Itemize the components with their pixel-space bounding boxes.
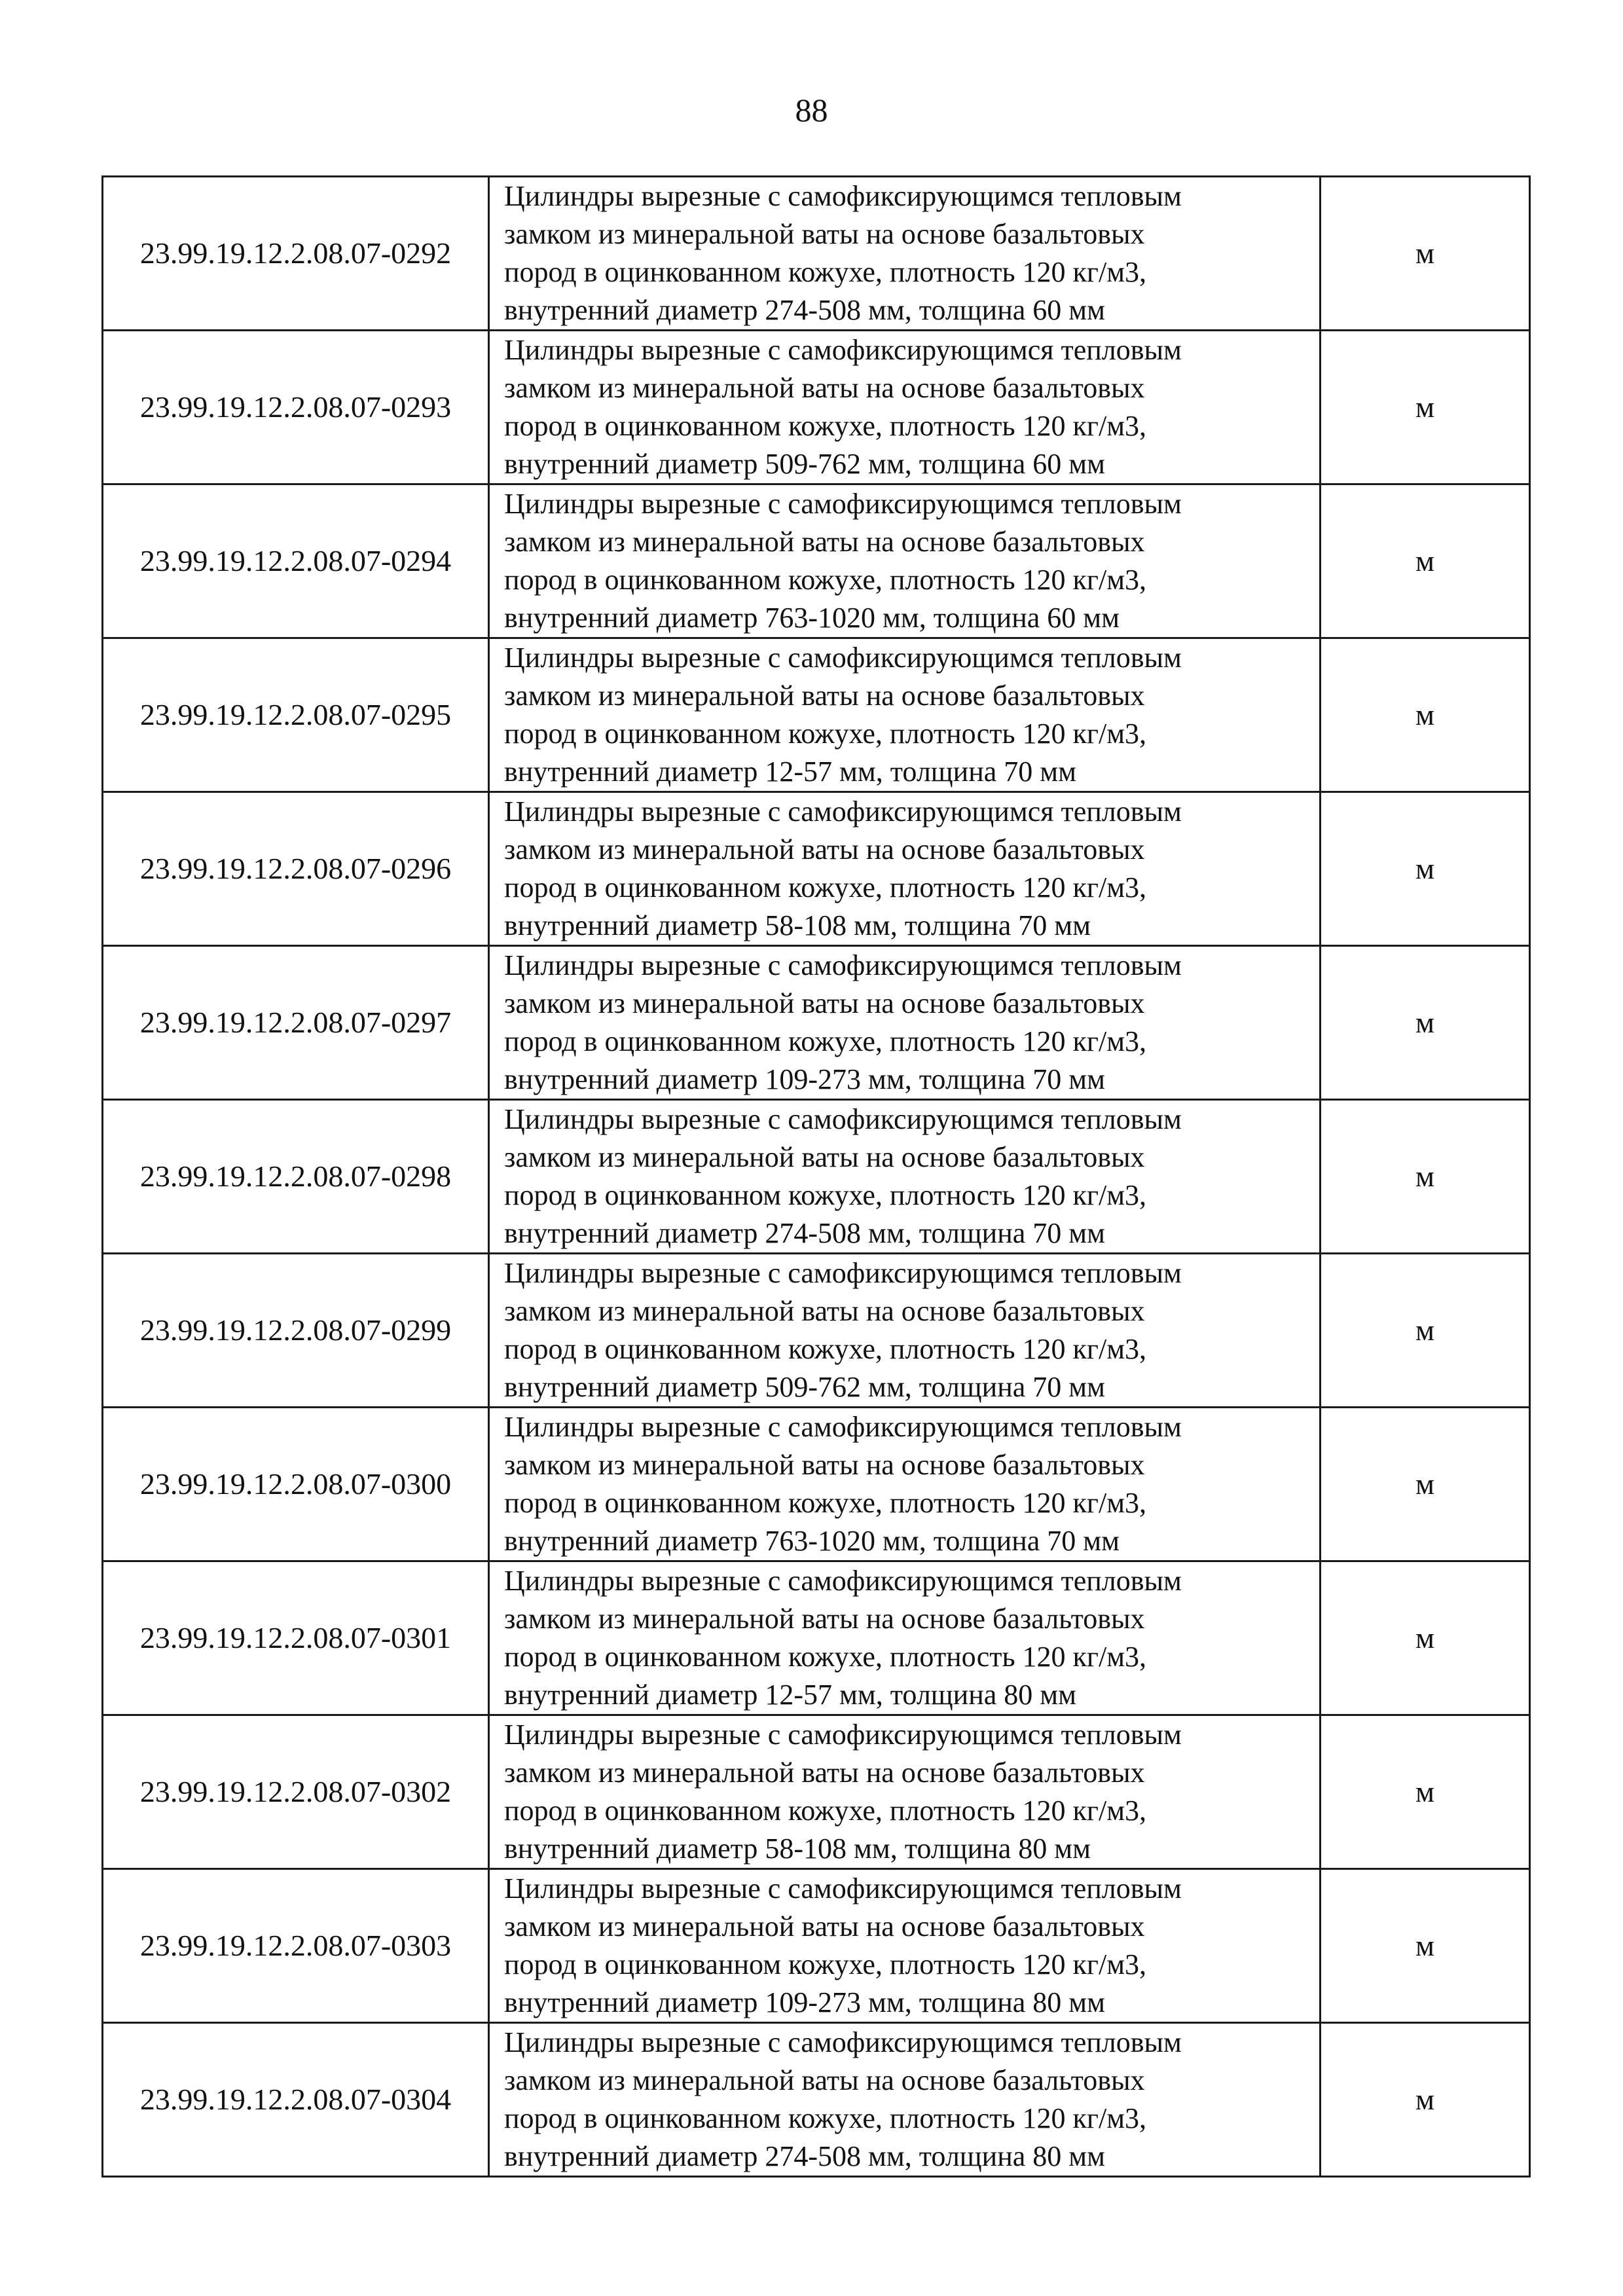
- table-row: [103, 1715, 1530, 1869]
- item-description-line: замком из минеральной ваты на основе базальтовых: [504, 833, 1145, 866]
- item-description: [489, 2023, 1321, 2177]
- item-code: 23.99.19.12.2.08.07-0300: [103, 1408, 489, 1561]
- item-description-line: внутренний диаметр 763-1020 мм, толщина 60 мм: [504, 602, 1120, 634]
- table-row: [103, 331, 1530, 484]
- item-unit: м: [1321, 638, 1530, 792]
- item-description-line: замком из минеральной ваты на основе базальтовых: [504, 526, 1145, 558]
- table-row: [103, 792, 1530, 946]
- item-unit: м: [1321, 1408, 1530, 1561]
- table-row: [103, 177, 1530, 331]
- item-description-line: замком из минеральной ваты на основе базальтовых: [504, 1910, 1145, 1942]
- item-unit: м: [1321, 177, 1530, 331]
- item-unit: м: [1321, 1254, 1530, 1408]
- item-code: 23.99.19.12.2.08.07-0302: [103, 1715, 489, 1869]
- item-description-line: пород в оцинкованном кожухе, плотность 120 кг/м3,: [504, 256, 1147, 288]
- item-description-line: Цилиндры вырезные с самофиксирующимся тепловым: [504, 488, 1182, 520]
- item-description-line: Цилиндры вырезные с самофиксирующимся тепловым: [504, 1411, 1182, 1443]
- item-description: [489, 177, 1321, 331]
- item-description-line: Цилиндры вырезные с самофиксирующимся тепловым: [504, 949, 1182, 981]
- item-unit: м: [1321, 1715, 1530, 1869]
- item-description-line: пород в оцинкованном кожухе, плотность 120 кг/м3,: [504, 718, 1147, 750]
- item-description: [489, 1254, 1321, 1408]
- item-description-line: пород в оцинкованном кожухе, плотность 120 кг/м3,: [504, 2102, 1147, 2134]
- table-row: [103, 946, 1530, 1100]
- item-description-line: замком из минеральной ваты на основе базальтовых: [504, 2064, 1145, 2096]
- item-description-line: пород в оцинкованном кожухе, плотность 120 кг/м3,: [504, 1795, 1147, 1827]
- table-row: [103, 2023, 1530, 2177]
- item-unit: м: [1321, 1869, 1530, 2023]
- item-description-line: пород в оцинкованном кожухе, плотность 120 кг/м3,: [504, 1333, 1147, 1365]
- item-description: [489, 1408, 1321, 1561]
- item-description-line: внутренний диаметр 58-108 мм, толщина 70 мм: [504, 909, 1091, 941]
- item-description-line: внутренний диаметр 12-57 мм, толщина 80 мм: [504, 1679, 1076, 1711]
- item-description-line: пород в оцинкованном кожухе, плотность 120 кг/м3,: [504, 410, 1147, 442]
- item-code: 23.99.19.12.2.08.07-0304: [103, 2023, 489, 2177]
- item-description-line: замком из минеральной ваты на основе базальтовых: [504, 1449, 1145, 1481]
- item-unit: м: [1321, 1100, 1530, 1254]
- item-unit: м: [1321, 1561, 1530, 1715]
- table-row: [103, 1254, 1530, 1408]
- item-code: 23.99.19.12.2.08.07-0294: [103, 484, 489, 638]
- item-description-line: Цилиндры вырезные с самофиксирующимся тепловым: [504, 1719, 1182, 1751]
- item-description-line: замком из минеральной ваты на основе базальтовых: [504, 218, 1145, 250]
- item-description: [489, 1715, 1321, 1869]
- item-description: [489, 1561, 1321, 1715]
- item-description: [489, 1100, 1321, 1254]
- item-unit: м: [1321, 331, 1530, 484]
- item-description: [489, 792, 1321, 946]
- item-description: [489, 946, 1321, 1100]
- table-row: [103, 484, 1530, 638]
- item-description-line: пород в оцинкованном кожухе, плотность 120 кг/м3,: [504, 871, 1147, 903]
- table-row: [103, 1561, 1530, 1715]
- item-description-line: внутренний диаметр 509-762 мм, толщина 70 мм: [504, 1371, 1105, 1403]
- item-code: 23.99.19.12.2.08.07-0301: [103, 1561, 489, 1715]
- item-code: 23.99.19.12.2.08.07-0297: [103, 946, 489, 1100]
- page-number: 88: [795, 92, 828, 128]
- table-row: [103, 1100, 1530, 1254]
- item-description-line: пород в оцинкованном кожухе, плотность 120 кг/м3,: [504, 564, 1147, 596]
- item-description: [489, 331, 1321, 484]
- item-description-line: внутренний диаметр 274-508 мм, толщина 60 мм: [504, 294, 1105, 326]
- item-code: 23.99.19.12.2.08.07-0295: [103, 638, 489, 792]
- item-description: [489, 1869, 1321, 2023]
- item-description-line: Цилиндры вырезные с самофиксирующимся тепловым: [504, 642, 1182, 674]
- item-description-line: пород в оцинкованном кожухе, плотность 120 кг/м3,: [504, 1179, 1147, 1211]
- item-description-line: Цилиндры вырезные с самофиксирующимся тепловым: [504, 1103, 1182, 1135]
- item-description-line: пород в оцинкованном кожухе, плотность 120 кг/м3,: [504, 1641, 1147, 1673]
- item-description-line: Цилиндры вырезные с самофиксирующимся тепловым: [504, 2026, 1182, 2058]
- item-code: 23.99.19.12.2.08.07-0298: [103, 1100, 489, 1254]
- item-code: 23.99.19.12.2.08.07-0303: [103, 1869, 489, 2023]
- item-description-line: замком из минеральной ваты на основе базальтовых: [504, 1295, 1145, 1327]
- item-description-line: замком из минеральной ваты на основе базальтовых: [504, 680, 1145, 712]
- item-description-line: Цилиндры вырезные с самофиксирующимся тепловым: [504, 1565, 1182, 1597]
- catalog-table: [101, 175, 1531, 2178]
- item-description-line: замком из минеральной ваты на основе базальтовых: [504, 372, 1145, 404]
- table-row: [103, 1869, 1530, 2023]
- item-description-line: Цилиндры вырезные с самофиксирующимся тепловым: [504, 1872, 1182, 1904]
- item-description-line: внутренний диаметр 274-508 мм, толщина 70 мм: [504, 1217, 1105, 1249]
- item-description-line: внутренний диаметр 509-762 мм, толщина 60 мм: [504, 448, 1105, 480]
- item-description-line: пород в оцинкованном кожухе, плотность 120 кг/м3,: [504, 1487, 1147, 1519]
- item-description-line: внутренний диаметр 274-508 мм, толщина 80 мм: [504, 2140, 1105, 2172]
- table-body: [103, 177, 1530, 2177]
- item-code: 23.99.19.12.2.08.07-0293: [103, 331, 489, 484]
- item-description-line: Цилиндры вырезные с самофиксирующимся тепловым: [504, 1257, 1182, 1289]
- item-unit: м: [1321, 484, 1530, 638]
- item-description-line: внутренний диаметр 763-1020 мм, толщина 70 мм: [504, 1525, 1120, 1557]
- item-description-line: Цилиндры вырезные с самофиксирующимся тепловым: [504, 795, 1182, 828]
- item-description-line: пород в оцинкованном кожухе, плотность 120 кг/м3,: [504, 1025, 1147, 1057]
- item-description-line: внутренний диаметр 12-57 мм, толщина 70 мм: [504, 756, 1076, 788]
- item-code: 23.99.19.12.2.08.07-0296: [103, 792, 489, 946]
- item-description: [489, 638, 1321, 792]
- item-unit: м: [1321, 2023, 1530, 2177]
- item-code: 23.99.19.12.2.08.07-0292: [103, 177, 489, 331]
- table-row: [103, 638, 1530, 792]
- item-description-line: Цилиндры вырезные с самофиксирующимся тепловым: [504, 334, 1182, 366]
- item-description-line: замком из минеральной ваты на основе базальтовых: [504, 987, 1145, 1019]
- item-description-line: замком из минеральной ваты на основе базальтовых: [504, 1603, 1145, 1635]
- item-description-line: замком из минеральной ваты на основе базальтовых: [504, 1141, 1145, 1173]
- item-unit: м: [1321, 792, 1530, 946]
- item-description-line: внутренний диаметр 109-273 мм, толщина 70 мм: [504, 1063, 1105, 1095]
- item-description-line: внутренний диаметр 58-108 мм, толщина 80 мм: [504, 1832, 1091, 1865]
- item-code: 23.99.19.12.2.08.07-0299: [103, 1254, 489, 1408]
- item-description-line: пород в оцинкованном кожухе, плотность 120 кг/м3,: [504, 1948, 1147, 1980]
- table-row: [103, 1408, 1530, 1561]
- item-description-line: Цилиндры вырезные с самофиксирующимся тепловым: [504, 180, 1182, 212]
- item-unit: м: [1321, 946, 1530, 1100]
- item-description-line: внутренний диаметр 109-273 мм, толщина 80 мм: [504, 1986, 1105, 2018]
- item-description-line: замком из минеральной ваты на основе базальтовых: [504, 1757, 1145, 1789]
- item-description: [489, 484, 1321, 638]
